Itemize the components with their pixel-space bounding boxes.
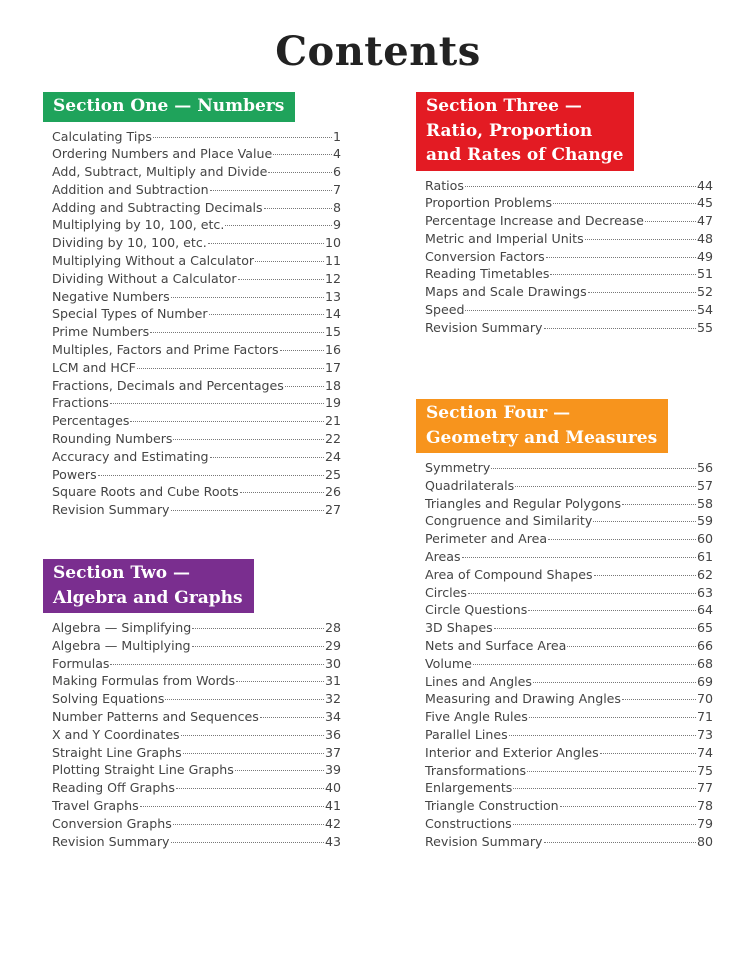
dot-leader (465, 186, 696, 187)
toc-entry[interactable] (425, 231, 713, 249)
toc-entry-page: 34 (324, 708, 341, 724)
dot-leader (165, 699, 324, 700)
toc-entry-page: 49 (696, 248, 713, 264)
toc-entry-label: Powers (52, 466, 97, 482)
dot-leader (210, 457, 324, 458)
toc-entry-page: 62 (696, 566, 713, 582)
toc-entry-label: Solving Equations (52, 691, 165, 707)
toc-entry-list (425, 460, 713, 852)
toc-entry-page: 44 (696, 177, 713, 193)
toc-entry-page: 74 (696, 744, 713, 760)
toc-entry-label: Percentages (52, 413, 130, 429)
toc-entry-page: 15 (324, 324, 341, 340)
toc-entry-label: Triangle Construction (425, 798, 559, 814)
toc-entry[interactable] (52, 834, 341, 852)
toc-entry-page: 28 (324, 620, 341, 635)
toc-entry[interactable] (52, 342, 341, 360)
toc-entry-label: Rounding Numbers (52, 431, 173, 447)
toc-entry-page: 30 (324, 655, 341, 671)
toc-entry-label: Travel Graphs (52, 797, 139, 813)
dot-leader (548, 539, 696, 540)
toc-entry-list (425, 178, 713, 338)
dot-leader (465, 310, 695, 311)
toc-entry[interactable] (425, 266, 713, 284)
toc-entry-label: Congruence and Similarity (425, 513, 593, 529)
toc-entry-page: 43 (324, 833, 341, 849)
toc-entry-label: Revision Summary (425, 833, 543, 849)
toc-entry-label: Fractions (52, 395, 109, 411)
toc-entry-label: Addition and Subtraction (52, 181, 209, 197)
toc-entry-page: 13 (324, 288, 341, 304)
toc-entry-page: 45 (696, 195, 713, 211)
toc-entry[interactable] (425, 549, 713, 567)
toc-entry[interactable] (52, 200, 341, 218)
dot-leader (585, 239, 696, 240)
toc-entry-label: Perimeter and Area (425, 531, 548, 547)
dot-leader (183, 753, 324, 754)
dot-leader (255, 261, 324, 262)
dot-leader (273, 154, 332, 155)
toc-entry[interactable] (52, 620, 341, 638)
toc-entry-label: Speed (425, 302, 465, 318)
dot-leader (236, 681, 324, 682)
toc-entry-label: Square Roots and Cube Roots (52, 484, 239, 500)
toc-entry-page: 4 (332, 146, 341, 162)
toc-entry-label: X and Y Coordinates (52, 726, 180, 742)
dot-leader (527, 771, 696, 772)
toc-entry-label: Straight Line Graphs (52, 744, 182, 760)
toc-entry-label: Proportion Problems (425, 195, 553, 211)
toc-entry[interactable] (425, 302, 713, 320)
toc-entry[interactable] (425, 178, 713, 196)
toc-entry-label: Areas (425, 548, 461, 564)
toc-entry-page: 17 (324, 359, 341, 375)
toc-entry[interactable] (52, 709, 341, 727)
toc-entry-page: 77 (696, 780, 713, 796)
toc-entry-label: Plotting Straight Line Graphs (52, 762, 234, 778)
toc-entry-page: 66 (696, 637, 713, 653)
toc-entry-label: Conversion Factors (425, 248, 545, 264)
toc-entry-label: Ratios (425, 177, 464, 193)
toc-entry-page: 58 (696, 495, 713, 511)
dot-leader (153, 137, 332, 138)
toc-entry-label: Add, Subtract, Multiply and Divide (52, 164, 268, 180)
dot-leader (588, 292, 696, 293)
toc-entry[interactable] (52, 324, 341, 342)
dot-leader (208, 243, 324, 244)
toc-entry[interactable] (425, 691, 713, 709)
toc-entry-label: Circles (425, 584, 467, 600)
dot-leader (192, 628, 324, 629)
section-title-line: Section One — Numbers (53, 96, 285, 116)
dot-leader (533, 682, 696, 683)
toc-entry[interactable] (52, 691, 341, 709)
section-title-line: Section Three — (426, 96, 582, 116)
toc-entry-label: Multiplying by 10, 100, etc. (52, 217, 225, 233)
toc-entry[interactable] (52, 638, 341, 656)
toc-entry[interactable] (425, 656, 713, 674)
dot-leader (529, 717, 696, 718)
toc-entry[interactable] (52, 502, 341, 520)
dot-leader (546, 257, 696, 258)
dot-leader (528, 610, 696, 611)
toc-entry[interactable] (52, 289, 341, 307)
toc-entry-page: 80 (696, 833, 713, 849)
toc-entry[interactable] (52, 271, 341, 289)
toc-entry-page: 25 (324, 466, 341, 482)
toc-entry-label: Reading Timetables (425, 266, 550, 282)
toc-entry-page: 37 (324, 744, 341, 760)
toc-entry-label: Circle Questions (425, 602, 528, 618)
toc-entry[interactable] (425, 709, 713, 727)
toc-entry-page: 18 (324, 377, 341, 393)
dot-leader (544, 842, 696, 843)
toc-entry-page: 36 (324, 726, 341, 742)
toc-entry-label: Metric and Imperial Units (425, 230, 584, 246)
dot-leader (509, 735, 696, 736)
toc-entry-page: 57 (696, 477, 713, 493)
dot-leader (550, 274, 696, 275)
toc-entry-page: 11 (324, 253, 341, 269)
toc-entry-page: 29 (324, 637, 341, 653)
toc-entry[interactable] (52, 727, 341, 745)
toc-entry-label: Volume (425, 655, 472, 671)
dot-leader (110, 664, 323, 665)
dot-leader (176, 788, 324, 789)
toc-entry-label: Five Angle Rules (425, 709, 528, 725)
toc-entry-page: 65 (696, 620, 713, 636)
toc-entry-page: 64 (696, 602, 713, 618)
dot-leader (137, 368, 324, 369)
toc-entry-page: 10 (324, 235, 341, 251)
dot-leader (140, 806, 324, 807)
dot-leader (622, 504, 696, 505)
page-title: Contents (275, 28, 481, 75)
toc-entry[interactable] (425, 460, 713, 478)
toc-entry-label: Formulas (52, 655, 110, 671)
dot-leader (593, 521, 696, 522)
dot-leader (473, 664, 696, 665)
toc-entry-page: 1 (332, 128, 341, 144)
toc-entry[interactable] (52, 146, 341, 164)
section-four (416, 399, 713, 852)
toc-entry[interactable] (425, 195, 713, 213)
dot-leader (171, 510, 324, 511)
dot-leader (645, 221, 696, 222)
dot-leader (235, 770, 324, 771)
toc-entry-page: 71 (696, 709, 713, 725)
section-title-line: Ratio, Proportion (426, 120, 593, 141)
toc-entry-page: 68 (696, 655, 713, 671)
toc-entry[interactable] (425, 763, 713, 781)
dot-leader (600, 753, 696, 754)
dot-leader (150, 332, 324, 333)
section-title-line: and Rates of Change (426, 145, 624, 165)
dot-leader (225, 225, 332, 226)
toc-entry-page: 52 (696, 284, 713, 300)
toc-entry[interactable] (52, 306, 341, 324)
toc-entry-label: Symmetry (425, 460, 491, 475)
toc-entry-label: Negative Numbers (52, 288, 170, 304)
toc-entry[interactable] (52, 431, 341, 449)
dot-leader (491, 468, 696, 469)
toc-entry-label: Calculating Tips (52, 128, 152, 144)
toc-entry[interactable] (425, 798, 713, 816)
toc-entry-label: Making Formulas from Words (52, 673, 236, 689)
toc-entry-label: Adding and Subtracting Decimals (52, 199, 263, 215)
toc-entry-label: Algebra — Simplifying (52, 620, 192, 635)
dot-leader (240, 492, 324, 493)
toc-entry[interactable] (52, 395, 341, 413)
dot-leader (210, 190, 332, 191)
toc-entry-page: 27 (324, 502, 341, 518)
toc-entry-page: 59 (696, 513, 713, 529)
toc-entry-page: 47 (696, 213, 713, 229)
toc-entry[interactable] (52, 762, 341, 780)
toc-entry-page: 70 (696, 691, 713, 707)
toc-entry[interactable] (425, 496, 713, 514)
toc-entry-page: 61 (696, 548, 713, 564)
dot-leader (594, 575, 696, 576)
dot-leader (268, 172, 332, 173)
section-one (43, 92, 341, 520)
toc-entry-label: Quadrilaterals (425, 477, 515, 493)
dot-leader (110, 403, 324, 404)
toc-entry[interactable] (52, 816, 341, 834)
toc-entry-page: 41 (324, 797, 341, 813)
toc-entry-label: Dividing by 10, 100, etc. (52, 235, 207, 251)
toc-entry-label: Dividing Without a Calculator (52, 270, 237, 286)
toc-entry-page: 54 (696, 302, 713, 318)
toc-entry-label: Reading Off Graphs (52, 780, 175, 796)
toc-entry[interactable] (425, 834, 713, 852)
section-title-line: Section Two — (53, 563, 191, 583)
toc-entry[interactable] (425, 249, 713, 267)
toc-entry[interactable] (52, 780, 341, 798)
toc-entry[interactable] (425, 780, 713, 798)
toc-entry[interactable] (425, 531, 713, 549)
dot-leader (513, 788, 696, 789)
dot-leader (238, 279, 324, 280)
toc-entry-label: Accuracy and Estimating (52, 448, 209, 464)
toc-entry-label: Measuring and Drawing Angles (425, 691, 621, 707)
section-header (416, 399, 668, 453)
toc-entry[interactable] (52, 182, 341, 200)
toc-entry-label: Number Patterns and Sequences (52, 708, 259, 724)
toc-entry[interactable] (52, 745, 341, 763)
toc-entry[interactable] (425, 745, 713, 763)
toc-entry-page: 78 (696, 798, 713, 814)
toc-entry[interactable] (425, 727, 713, 745)
section-header (416, 92, 634, 171)
toc-entry-label: Revision Summary (52, 502, 170, 518)
toc-entry[interactable] (52, 217, 341, 235)
toc-entry-label: Ordering Numbers and Place Value (52, 146, 273, 162)
dot-leader (515, 486, 696, 487)
toc-entry-page: 26 (324, 484, 341, 500)
toc-entry-page: 42 (324, 815, 341, 831)
toc-entry-page: 19 (324, 395, 341, 411)
toc-entry-label: Interior and Exterior Angles (425, 744, 599, 760)
toc-entry[interactable] (425, 674, 713, 692)
toc-entry[interactable] (425, 585, 713, 603)
dot-leader (544, 328, 696, 329)
toc-entry-page: 69 (696, 673, 713, 689)
toc-entry-page: 12 (324, 270, 341, 286)
toc-entry[interactable] (52, 798, 341, 816)
toc-entry-page: 31 (324, 673, 341, 689)
dot-leader (171, 842, 324, 843)
dot-leader (98, 475, 324, 476)
toc-entry[interactable] (425, 638, 713, 656)
section-three (416, 92, 713, 338)
section-title-line: Algebra and Graphs (53, 587, 243, 608)
toc-entry-label: Multiples, Factors and Prime Factors (52, 342, 279, 358)
toc-entry-page: 6 (332, 164, 341, 180)
toc-entry[interactable] (52, 656, 341, 674)
section-title-line: Geometry and Measures (426, 427, 658, 448)
dot-leader (181, 735, 324, 736)
toc-entry[interactable] (52, 253, 341, 271)
dot-leader (622, 699, 696, 700)
section-two (43, 559, 341, 851)
toc-entry-page: 75 (696, 762, 713, 778)
toc-entry-label: Revision Summary (52, 833, 170, 849)
section-header (43, 559, 254, 613)
toc-entry-page: 9 (332, 217, 341, 233)
section-title-line: Section Four — (426, 403, 571, 423)
toc-entry-page: 8 (332, 199, 341, 215)
toc-entry-label: Revision Summary (425, 319, 543, 335)
toc-entry-label: 3D Shapes (425, 620, 493, 636)
toc-entry[interactable] (425, 816, 713, 834)
toc-entry-label: Area of Compound Shapes (425, 566, 593, 582)
toc-entry-page: 22 (324, 431, 341, 447)
toc-entry[interactable] (52, 673, 341, 691)
toc-entry-list (52, 129, 341, 521)
dot-leader (264, 208, 332, 209)
dot-leader (513, 824, 696, 825)
dot-leader (494, 628, 696, 629)
toc-entry[interactable] (425, 320, 713, 338)
toc-entry-list (52, 620, 341, 851)
toc-entry-page: 48 (696, 230, 713, 246)
toc-entry-page: 55 (696, 319, 713, 335)
toc-entry-page: 32 (324, 691, 341, 707)
dot-leader (173, 439, 323, 440)
toc-entry-label: Prime Numbers (52, 324, 150, 340)
toc-entry[interactable] (52, 360, 341, 378)
toc-entry-label: Special Types of Number (52, 306, 208, 322)
dot-leader (280, 350, 324, 351)
dot-leader (209, 314, 324, 315)
toc-entry-label: Constructions (425, 815, 512, 831)
toc-entry-label: Percentage Increase and Decrease (425, 213, 644, 229)
toc-entry[interactable] (425, 284, 713, 302)
toc-entry[interactable] (425, 478, 713, 496)
toc-entry[interactable] (52, 449, 341, 467)
toc-entry-page: 79 (696, 815, 713, 831)
toc-entry-page: 39 (324, 762, 341, 778)
toc-entry-label: Algebra — Multiplying (52, 637, 191, 653)
dot-leader (567, 646, 696, 647)
toc-entry-label: Maps and Scale Drawings (425, 284, 587, 300)
toc-entry-page: 24 (324, 448, 341, 464)
toc-entry[interactable] (425, 620, 713, 638)
toc-entry[interactable] (52, 235, 341, 253)
toc-entry-label: Fractions, Decimals and Percentages (52, 377, 284, 393)
toc-entry-label: Transformations (425, 762, 527, 778)
toc-entry-label: LCM and HCF (52, 359, 136, 375)
dot-leader (171, 297, 324, 298)
dot-leader (130, 421, 324, 422)
section-header (43, 92, 295, 122)
toc-entry-label: Parallel Lines (425, 726, 508, 742)
dot-leader (285, 386, 324, 387)
toc-entry-page: 51 (696, 266, 713, 282)
toc-entry[interactable] (52, 164, 341, 182)
toc-entry[interactable] (52, 467, 341, 485)
toc-entry-label: Nets and Surface Area (425, 637, 567, 653)
toc-entry[interactable] (425, 567, 713, 585)
dot-leader (173, 824, 324, 825)
toc-entry-label: Multiplying Without a Calculator (52, 253, 255, 269)
toc-entry-page: 56 (696, 460, 713, 475)
toc-entry[interactable] (425, 602, 713, 620)
dot-leader (260, 717, 324, 718)
dot-leader (192, 646, 324, 647)
toc-entry[interactable] (52, 378, 341, 396)
toc-entry-page: 63 (696, 584, 713, 600)
toc-entry-label: Triangles and Regular Polygons (425, 495, 622, 511)
toc-entry[interactable] (425, 513, 713, 531)
toc-entry[interactable] (52, 129, 341, 147)
toc-entry-page: 73 (696, 726, 713, 742)
dot-leader (468, 593, 696, 594)
toc-entry[interactable] (52, 413, 341, 431)
dot-leader (560, 806, 696, 807)
toc-entry-label: Enlargements (425, 780, 513, 796)
dot-leader (553, 203, 696, 204)
toc-entry-label: Conversion Graphs (52, 815, 172, 831)
toc-entry-page: 60 (696, 531, 713, 547)
toc-entry-page: 7 (332, 181, 341, 197)
toc-entry-page: 16 (324, 342, 341, 358)
dot-leader (462, 557, 696, 558)
toc-entry-label: Lines and Angles (425, 673, 532, 689)
toc-entry-page: 40 (324, 780, 341, 796)
toc-entry-page: 21 (324, 413, 341, 429)
toc-entry[interactable] (52, 484, 341, 502)
toc-entry-page: 14 (324, 306, 341, 322)
toc-entry[interactable] (425, 213, 713, 231)
